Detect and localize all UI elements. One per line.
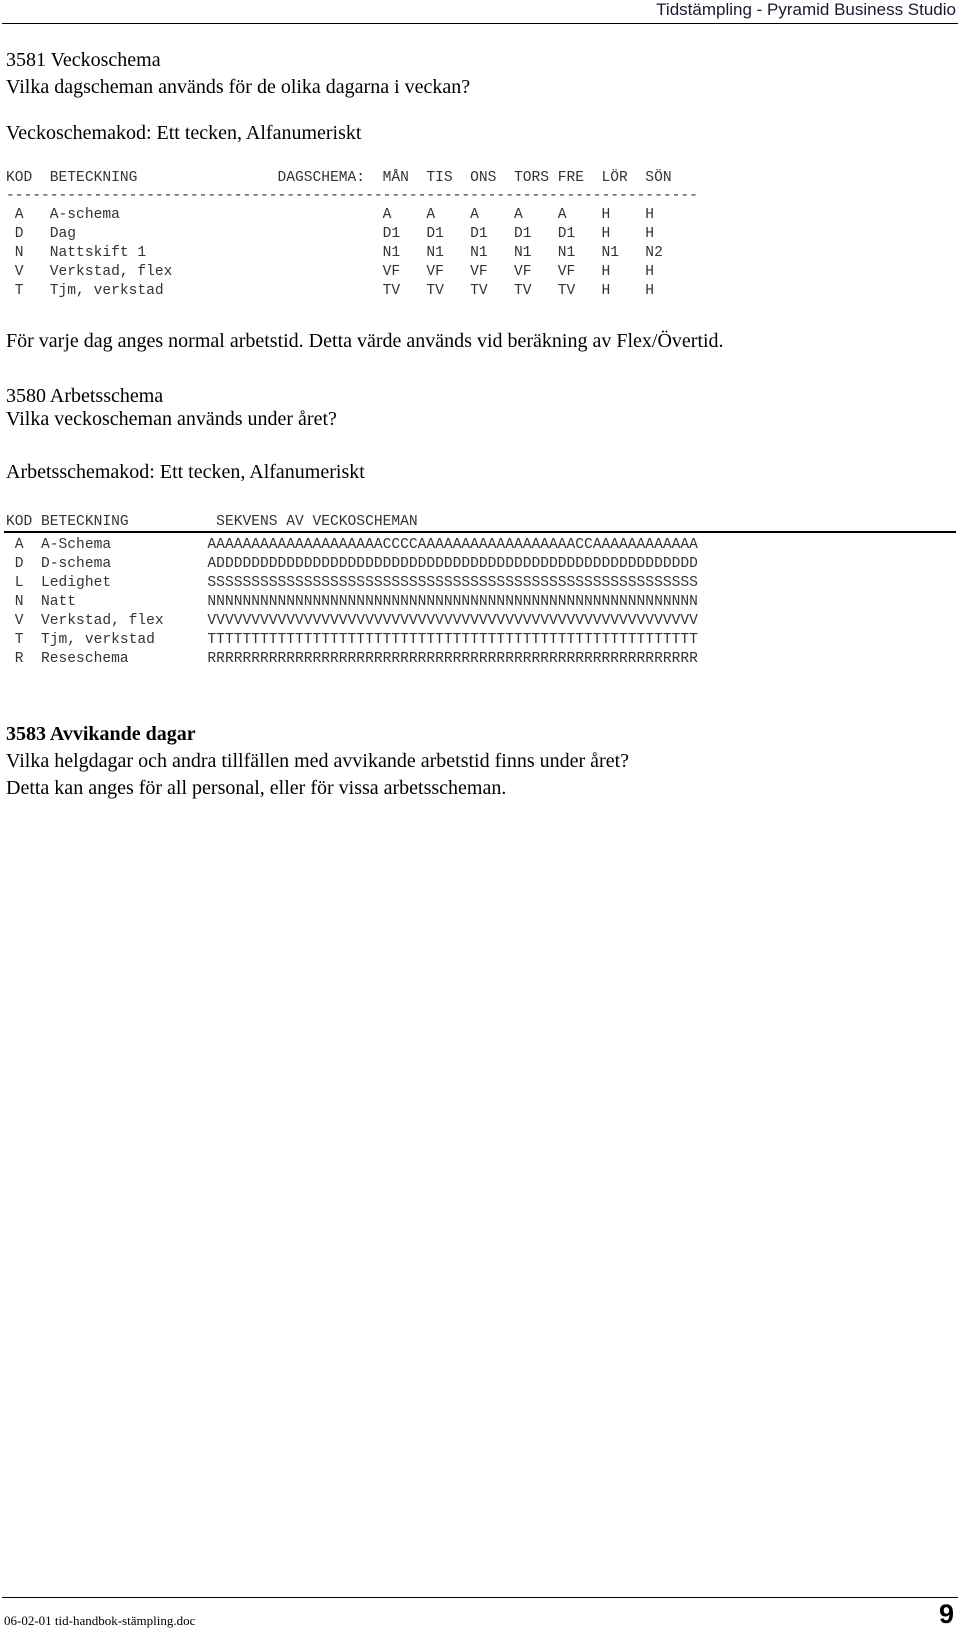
veckoschema-row: N Nattskift 1 N1 N1 N1 N1 N1 N1 N2 [6,245,663,261]
arbetsschema-header-divider [4,531,956,533]
section-3580-code-desc: Arbetsschemakod: Ett tecken, Alfanumeriskt [6,461,365,483]
page-header [0,0,960,24]
section-3580-question: Vilka veckoscheman används under året? [6,408,337,430]
header-divider [2,23,958,24]
veckoschema-table-header: KOD BETECKNING DAGSCHEMA: MÅN TIS ONS TORS FRE LÖR SÖN [6,170,672,186]
arbetsschema-row: R Reseschema RRRRRRRRRRRRRRRRRRRRRRRRRRRRRRRRRRRRRRRRRRRRRRRRRRRRRRRR [6,651,698,667]
header-title: Tidstämpling - Pyramid Business Studio [656,0,956,19]
footer-divider [2,1597,958,1598]
arbetsschema-row: V Verkstad, flex VVVVVVVVVVVVVVVVVVVVVVVVVVVVVVVVVVVVVVVVVVVVVVVVVVVVVVVV [6,613,698,629]
page-number: 9 [938,1599,954,1629]
veckoschema-row: A A-schema A A A A A H H [6,207,655,223]
footer-filename: 06-02-01 tid-handbok-stämpling.doc [4,1613,196,1628]
section-3583-line1: Vilka helgdagar och andra tillfällen med avvikande arbetstid finns under året? [6,750,629,772]
arbetsschema-row: D D-schema ADDDDDDDDDDDDDDDDDDDDDDDDDDDDDDDDDDDDDDDDDDDDDDDDDDDDDDD [6,556,698,572]
section-3581-question: Vilka dagscheman används för de olika dagarna i veckan? [6,76,471,98]
section-3583-heading: 3583 Avvikande dagar [6,723,196,745]
arbetsschema-row: T Tjm, verkstad TTTTTTTTTTTTTTTTTTTTTTTTTTTTTTTTTTTTTTTTTTTTTTTTTTTTTTTT [6,632,698,648]
veckoschema-separator: ------------------------------------------------------------------------------- [6,188,698,204]
veckoschema-row: V Verkstad, flex VF VF VF VF VF H H [6,264,655,280]
section-3581-note: För varje dag anges normal arbetstid. Detta värde används vid beräkning av Flex/Övertid. [6,330,724,352]
arbetsschema-row: L Ledighet SSSSSSSSSSSSSSSSSSSSSSSSSSSSSSSSSSSSSSSSSSSSSSSSSSSSSSSS [6,575,698,591]
arbetsschema-row: A A-Schema AAAAAAAAAAAAAAAAAAAACCCCAAAAAAAAAAAAAAAAAACCAAAAAAAAAAAA [6,537,698,553]
section-3580-heading: 3580 Arbetsschema [6,385,164,407]
veckoschema-row: T Tjm, verkstad TV TV TV TV TV H H [6,283,655,299]
veckoschema-row: D Dag D1 D1 D1 D1 D1 H H [6,226,655,242]
section-3581-heading: 3581 Veckoschema [6,49,161,71]
section-3581-code-desc: Veckoschemakod: Ett tecken, Alfanumeriskt [6,122,362,144]
arbetsschema-table-header: KOD BETECKNING SEKVENS AV VECKOSCHEMAN [6,514,418,530]
arbetsschema-row: N Natt NNNNNNNNNNNNNNNNNNNNNNNNNNNNNNNNNNNNNNNNNNNNNNNNNNNNNNNN [6,594,698,610]
section-3583-line2: Detta kan anges för all personal, eller för vissa arbetsscheman. [6,777,507,799]
